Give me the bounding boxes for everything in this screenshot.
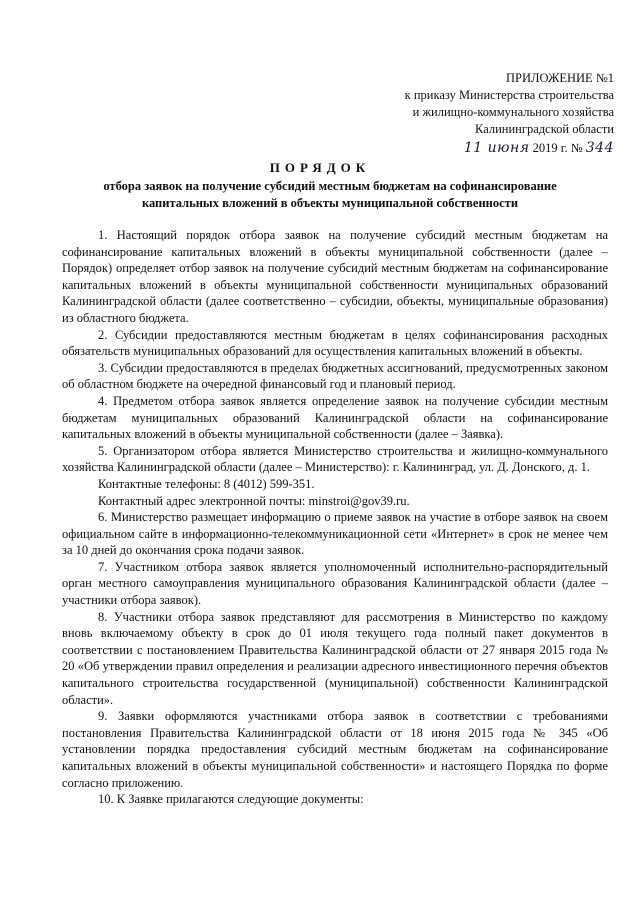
annex-title: ПРИЛОЖЕНИЕ №1 <box>505 71 614 85</box>
annex-header <box>314 70 614 157</box>
document-body <box>62 227 608 808</box>
paragraph-8: 8. Участники отбора заявок представляют для рассмотрения в Министерство по каждому вновь включаемому объекту в срок до 01 июля текущего года полный пакет документов в соответствии с постановлением Правительства Калининградской области от 27 января 2015 года № 20 «Об утверждении правил определения и реализации адресного инвестиционного перечня объектов капитального строительства государственной (муниципальной) собственности Калининградской области». <box>62 609 608 707</box>
paragraph-3: 3. Субсидии предоставляются в пределах бюджетных ассигнований, предусмотренных законом об областном бюджете на очередной финансовый год и плановый период. <box>62 360 608 392</box>
paragraph-7: 7. Участником отбора заявок является уполномоченный исполнительно-распорядительный орган местного самоуправления муниципального образования Калининградской области (далее – участники отбора заявок). <box>62 559 608 608</box>
annex-line-2: и жилищно-коммунального хозяйства <box>412 105 614 119</box>
annex-line-1: к приказу Министерства строительства <box>404 88 614 102</box>
contact-email: Контактный адрес электронной почты: minstroi@gov39.ru. <box>98 493 410 508</box>
paragraph-5: 5. Организатором отбора является Министерство строительства и жилищно-коммунального хозяйства Калининградской области (далее – Министерство): г. Калининград, ул. Д. Донского, д. 1. <box>62 443 608 475</box>
paragraph-10: 10. К Заявке прилагаются следующие документы: <box>98 792 364 807</box>
annex-date-row <box>314 140 614 157</box>
handwritten-order-number: 344 <box>585 140 614 156</box>
paragraph-2: 2. Субсидии предоставляются местным бюджетам в целях софинансирования расходных обязательств муниципальных образований для осуществления капитальных вложений в объекты. <box>62 327 608 359</box>
paragraph-9: 9. Заявки оформляются участниками отбора заявок в соответствии с требованиями постановления Правительства Калининградской области от 18 июня 2015 года № 345 «Об установлении порядка предоставления субсидий местным бюджетам на софинансирование капитальных вложений в объекты муниципальной собственности» и настоящего Порядка по форме согласно приложению. <box>62 709 608 790</box>
annex-year-label: 2019 г. № <box>532 141 583 155</box>
document-subtitle: отбора заявок на получение субсидий местным бюджетам на софинансирование капитальных вложений в объекты муниципальной собственности <box>103 179 557 210</box>
paragraph-6: 6. Министерство размещает информацию о приеме заявок на участие в отборе заявок на своем официальном сайте в информационно-телекоммуникационной сети «Интернет» в срок не менее чем за 10 дней до окончания срока подачи заявок. <box>62 510 608 558</box>
handwritten-date: 11 июня <box>463 140 530 156</box>
paragraph-4: 4. Предметом отбора заявок является определение заявок на получение субсидии местным бюджетам муниципальных образований Калининградской области на софинансирование капитальных вложений в объекты муниципальной собственности (далее – Заявка). <box>62 393 608 442</box>
document-title: ПОРЯДОК <box>269 160 371 175</box>
paragraph-1: 1. Настоящий порядок отбора заявок на получение субсидий местным бюджетам на софинансирование капитальных вложений в объекты муниципальной собственности (далее – Порядок) определяет отбор заявок на получение субсидий местным бюджетам на софинансирование капитальных вложений в объекты муниципальной собственности муниципальных образований Калининградской области (далее соответственно – субсидии, объекты, муниципальные образования) из областного бюджета. <box>62 228 608 325</box>
annex-line-3: Калининградской области <box>475 122 614 136</box>
contact-phones: Контактные телефоны: 8 (4012) 599-351. <box>98 476 315 491</box>
